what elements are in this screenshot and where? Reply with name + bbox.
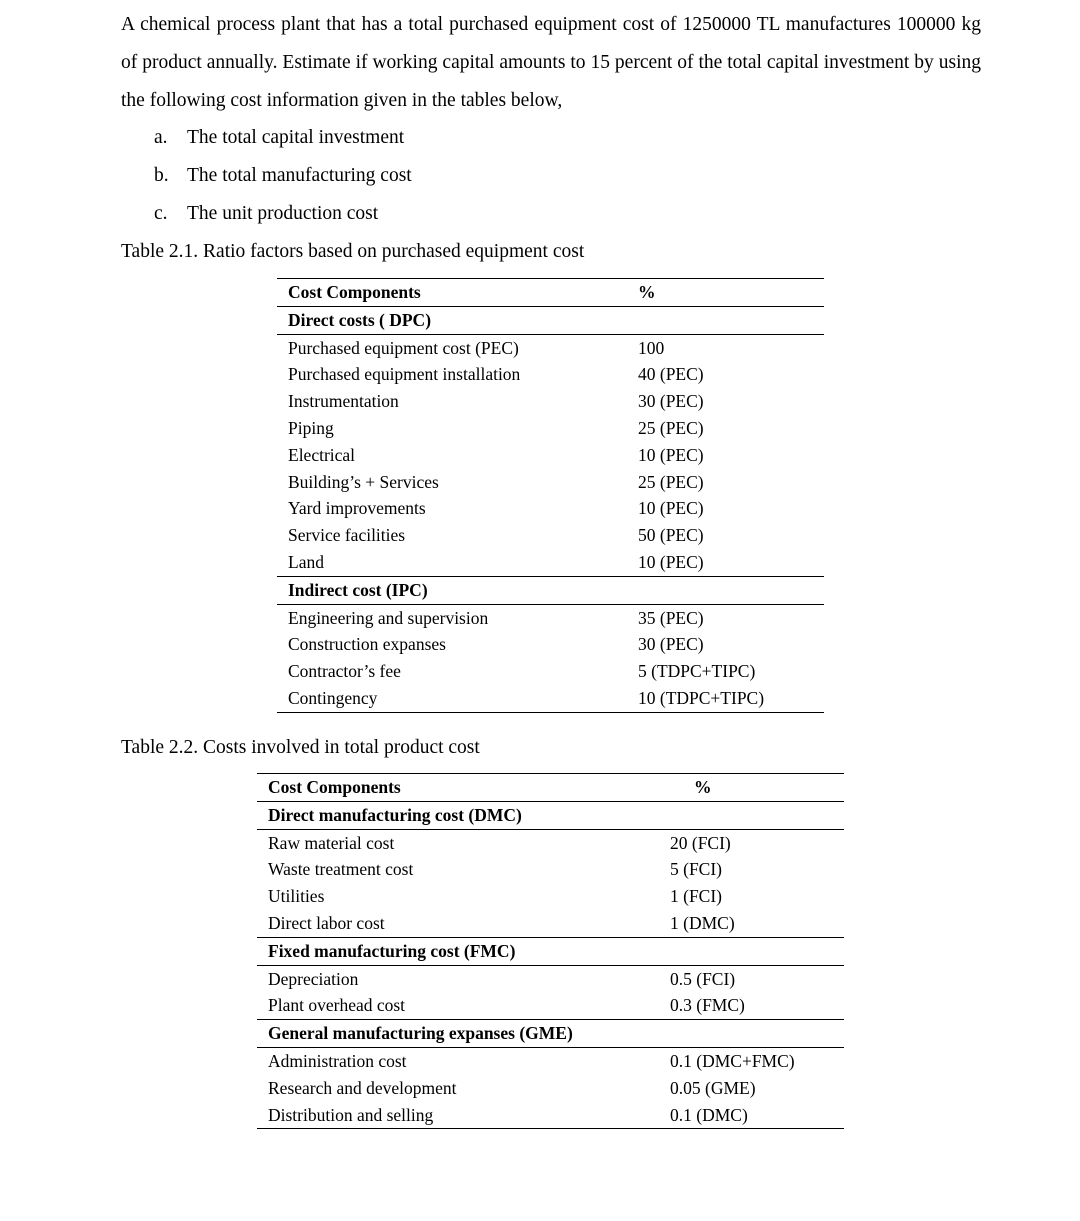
list-item-text: The total capital investment [187, 127, 405, 148]
cell-component: Purchased equipment cost (PEC) [288, 337, 519, 358]
table-row [277, 685, 824, 712]
cell-value: 40 (PEC) [638, 364, 704, 385]
cell-value: 10 (PEC) [638, 498, 704, 519]
table-row [277, 522, 824, 549]
cell-component: Instrumentation [288, 391, 399, 412]
cell-value: 30 (PEC) [638, 634, 704, 655]
product-cost-table [257, 773, 844, 1129]
table-row [257, 910, 844, 937]
table-row [277, 442, 824, 469]
section-title: General manufacturing expanses (GME) [257, 1020, 659, 1048]
table-row [277, 631, 824, 658]
table-header-row [277, 279, 824, 307]
section-row [257, 801, 844, 829]
table-row [257, 965, 844, 992]
column-header-component: Cost Components [257, 774, 659, 802]
cell-value: 35 (PEC) [638, 607, 704, 628]
cell-component: Contingency [277, 685, 627, 712]
list-item-text: The unit production cost [187, 203, 379, 224]
cell-value: 0.1 (DMC) [659, 1102, 844, 1129]
table-row [277, 495, 824, 522]
table-row [277, 361, 824, 388]
cell-value: 100 [638, 337, 665, 358]
cell-value: 50 (PEC) [638, 525, 704, 546]
list-item [121, 157, 412, 195]
cell-component: Yard improvements [288, 498, 426, 519]
cell-value: 5 (TDPC+TIPC) [638, 661, 756, 682]
table-row [257, 856, 844, 883]
section-title: Direct costs ( DPC) [277, 306, 627, 334]
list-item-text: The total manufacturing cost [187, 165, 412, 186]
problem-statement: A chemical process plant that has a total purchased equipment cost of 1250000 TL manufactures 100000 kg of product annually. Estimate if working capital amounts to 15 percent of the total capital investment by using the following cost information given in the tables below, [121, 14, 981, 111]
column-header-component: Cost Components [277, 279, 627, 307]
cell-component: Contractor’s fee [288, 661, 401, 682]
table-row [257, 883, 844, 910]
list-item [121, 195, 412, 233]
cell-value: 30 (PEC) [638, 391, 704, 412]
section-row [277, 306, 824, 334]
table-row [277, 549, 824, 576]
cell-component: Purchased equipment installation [288, 364, 521, 385]
ratio-factors-table [277, 278, 824, 713]
cell-value: 20 (FCI) [670, 832, 731, 853]
cell-component: Direct labor cost [268, 912, 385, 933]
cell-value: 25 (PEC) [638, 417, 704, 438]
section-row [257, 937, 844, 965]
list-marker: b. [154, 165, 169, 186]
cell-value: 1 (FCI) [670, 886, 723, 907]
cell-component: Waste treatment cost [268, 859, 414, 880]
table-row [257, 1075, 844, 1102]
cell-value: 10 (PEC) [638, 551, 704, 572]
cell-component: Research and development [268, 1077, 457, 1098]
cell-component: Land [288, 551, 324, 572]
section-title: Indirect cost (IPC) [277, 576, 627, 604]
cell-component: Engineering and supervision [288, 607, 489, 628]
cell-value: 0.05 (GME) [670, 1077, 756, 1098]
cell-component: Utilities [268, 886, 325, 907]
table-row [277, 658, 824, 685]
cell-component: Building’s + Services [288, 471, 439, 492]
cell-value: 10 (TDPC+TIPC) [627, 685, 824, 712]
column-header-percent: % [659, 774, 844, 802]
cell-value: 0.3 (FMC) [670, 995, 745, 1016]
section-title: Direct manufacturing cost (DMC) [257, 801, 659, 829]
table-row [277, 469, 824, 496]
table2-caption: Table 2.2. Costs involved in total product cost [121, 737, 480, 758]
cell-component: Depreciation [268, 968, 359, 989]
table-row [257, 829, 844, 856]
cell-value: 25 (PEC) [638, 471, 704, 492]
cell-value: 5 (FCI) [670, 859, 723, 880]
table-header-row [257, 774, 844, 802]
cell-value: 0.5 (FCI) [670, 968, 736, 989]
cell-component: Service facilities [288, 525, 406, 546]
cell-value: 0.1 (DMC+FMC) [670, 1050, 795, 1071]
table-row [277, 604, 824, 631]
column-header-percent: % [627, 279, 824, 307]
list-item [121, 119, 412, 157]
table-row [277, 334, 824, 361]
cell-component: Piping [288, 417, 334, 438]
table-row [277, 388, 824, 415]
cell-value: 10 (PEC) [638, 444, 704, 465]
cell-component: Distribution and selling [257, 1102, 659, 1129]
cell-component: Electrical [288, 444, 356, 465]
cell-component: Raw material cost [268, 832, 395, 853]
section-title: Fixed manufacturing cost (FMC) [257, 937, 659, 965]
list-marker: a. [154, 127, 168, 148]
cell-component: Administration cost [268, 1050, 407, 1071]
table1-caption: Table 2.1. Ratio factors based on purchased equipment cost [121, 241, 585, 262]
table-row [257, 992, 844, 1019]
cell-value: 1 (DMC) [670, 912, 735, 933]
table-row [257, 1047, 844, 1074]
table-row [257, 1102, 844, 1129]
section-row [257, 1020, 844, 1048]
section-row [277, 576, 824, 604]
list-marker: c. [154, 203, 168, 224]
cell-component: Construction expanses [288, 634, 446, 655]
cell-component: Plant overhead cost [268, 995, 406, 1016]
table-row [277, 415, 824, 442]
task-list [121, 119, 412, 233]
